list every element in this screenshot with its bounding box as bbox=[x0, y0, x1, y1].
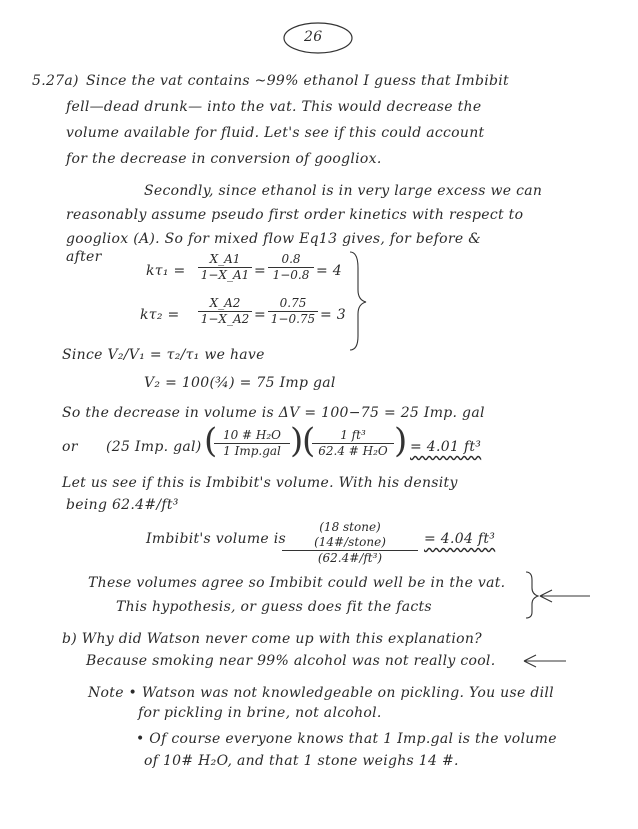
eq2-fraction-symbolic bbox=[198, 296, 252, 327]
equation-brace bbox=[350, 252, 366, 350]
part-b-question: b) Why did Watson never come up with this explanation? bbox=[62, 631, 482, 647]
imbibit-result: = 4.04 ft³ bbox=[424, 531, 496, 547]
eq2-fraction-numeric bbox=[268, 296, 318, 327]
conv-paren-left-2: ( bbox=[302, 421, 316, 461]
imbibit-num: (18 stone)(14#/stone) bbox=[282, 520, 418, 551]
conv-paren-right-1: ) bbox=[290, 421, 304, 461]
eq2-equals: = bbox=[254, 307, 267, 323]
v2-line: V₂ = 100(¾) = 75 Imp gal bbox=[144, 375, 336, 391]
text-line-1: Since the vat contains ~99% ethanol I guess that Imbibit bbox=[86, 73, 509, 89]
lets-see-line-1: Let us see if this is Imbibit's volume. With his density bbox=[62, 475, 458, 491]
eq1-fraction-symbolic bbox=[198, 252, 252, 283]
eq1-fraction-numeric bbox=[268, 252, 314, 283]
eq1-rhs: = 4 bbox=[316, 263, 342, 279]
conv-den3: 62.4 # H₂O bbox=[318, 444, 388, 458]
since-line: Since V₂/V₁ = τ₂/τ₁ we have bbox=[62, 347, 265, 363]
eq1-den1: 1−X_A1 bbox=[200, 268, 250, 282]
conv-num2: 10 # H₂O bbox=[214, 428, 290, 444]
imbibit-den: (62.4#/ft³) bbox=[317, 551, 383, 565]
agree-brace bbox=[526, 572, 538, 618]
eq1-num2: 0.8 bbox=[268, 252, 314, 268]
eq2-num2: 0.75 bbox=[268, 296, 318, 312]
eq2-den2: 1−0.75 bbox=[270, 312, 316, 326]
text-line-4: for the decrease in conversion of googliox. bbox=[66, 151, 382, 167]
eq2-num1: X_A2 bbox=[198, 296, 252, 312]
eq1-equals: = bbox=[254, 263, 267, 279]
eq1-num1: X_A1 bbox=[198, 252, 252, 268]
note-line-1: Note • Watson was not knowledgeable on pickling. You use dill bbox=[88, 685, 554, 701]
text-line-6: reasonably assume pseudo first order kinetics with respect to bbox=[66, 207, 524, 223]
note-line-2: for pickling in brine, not alcohol. bbox=[138, 705, 382, 721]
agree-line-2: This hypothesis, or guess does fit the facts bbox=[116, 599, 432, 615]
eq1-den2: 1−0.8 bbox=[272, 268, 310, 282]
part-b-answer: Because smoking near 99% alcohol was not really cool. bbox=[86, 653, 496, 669]
text-line-7: googliox (A). So for mixed flow Eq13 gives, for before & bbox=[66, 231, 481, 247]
conv-num3: 1 ft³ bbox=[312, 428, 394, 444]
imbibit-label: Imbibit's volume is bbox=[146, 531, 286, 547]
problem-label: 5.27a) bbox=[32, 73, 79, 89]
text-line-2: fell—dead drunk— into the vat. This would decrease the bbox=[66, 99, 482, 115]
page-number-text: 26 bbox=[304, 29, 323, 45]
eq2-rhs: = 3 bbox=[320, 307, 346, 323]
text-line-5: Secondly, since ethanol is in very large excess we can bbox=[144, 183, 543, 199]
note-line-4: of 10# H₂O, and that 1 stone weighs 14 #. bbox=[144, 753, 459, 769]
conv-result: = 4.01 ft³ bbox=[410, 439, 482, 455]
conv-fraction-ft3 bbox=[312, 428, 394, 459]
eq2-lhs: kτ₂ = bbox=[140, 307, 180, 323]
imbibit-fraction bbox=[282, 520, 418, 566]
conv-term1: (25 Imp. gal) bbox=[106, 439, 202, 455]
text-line-3: volume available for fluid. Let's see if this could account bbox=[66, 125, 485, 141]
note-line-3: • Of course everyone knows that 1 Imp.gal is the volume bbox=[136, 731, 557, 747]
eq1-lhs: kτ₁ = bbox=[146, 263, 186, 279]
eq2-den1: 1−X_A2 bbox=[200, 312, 250, 326]
decrease-line: So the decrease in volume is ΔV = 100−75 = 25 Imp. gal bbox=[62, 405, 485, 421]
agree-line-1: These volumes agree so Imbibit could well be in the vat. bbox=[88, 575, 506, 591]
conv-den2: 1 Imp.gal bbox=[223, 444, 281, 458]
conv-or: or bbox=[62, 439, 78, 455]
text-line-8: after bbox=[66, 249, 102, 265]
conv-paren-right-2: ) bbox=[394, 421, 408, 461]
conv-fraction-water bbox=[214, 428, 290, 459]
lets-see-line-2: being 62.4#/ft³ bbox=[66, 497, 179, 513]
conv-paren-left-1: ( bbox=[204, 421, 218, 461]
